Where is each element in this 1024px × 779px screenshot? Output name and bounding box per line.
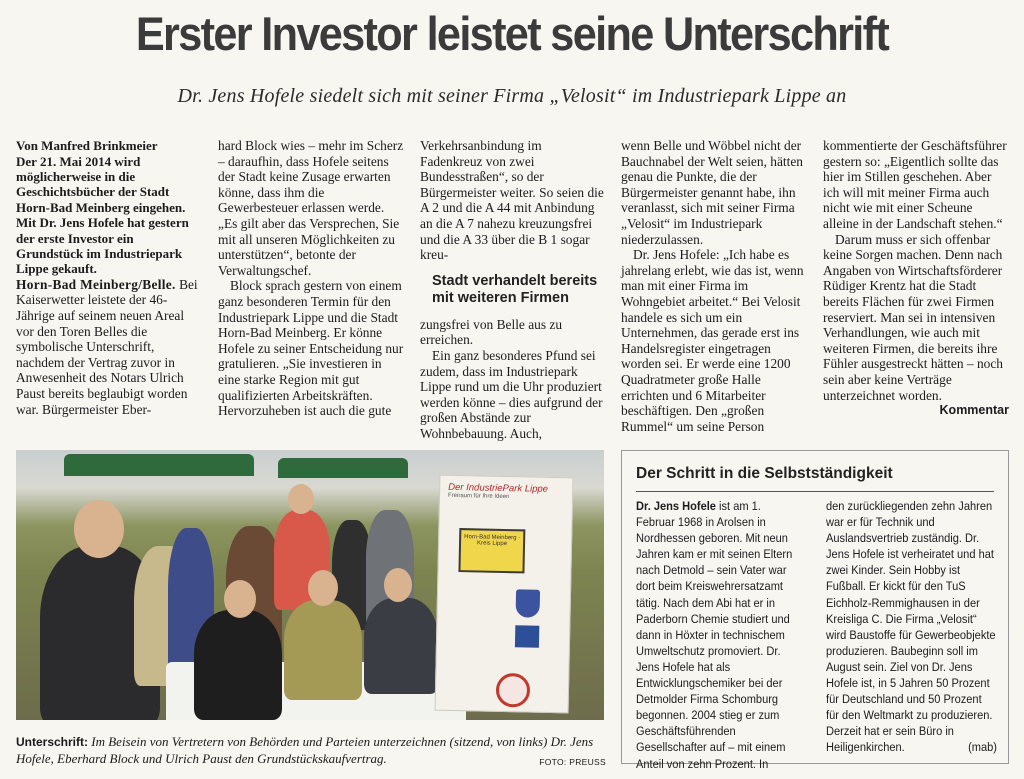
article-column-1 [16, 138, 202, 417]
caption-text: Im Beisein von Vertretern von Behörden und Parteien unterzeichnen (sitzend, von links) Dr. Jens Hofele, Eberhard Block und Ulrich Paust den Grundstückskaufvertrag. [16, 734, 594, 766]
stamp-icon [496, 673, 531, 708]
body-paragraph: hard Block wies – mehr im Scherz – daraufhin, dass Hofele seitens der Stadt keine Zusage erwarten könne, dass ihm die Gewerbesteuer erlassen werde. „Es gilt aber das Versprechen, Sie mit all unseren Möglichkeiten zu unterstützen“, betonte der Verwaltungschef. [218, 138, 404, 278]
article-photo [16, 450, 604, 720]
article-column-5 [823, 138, 1009, 419]
headline: Erster Investor leistet seine Unterschrift [135, 7, 889, 60]
info-box-title: Der Schritt in die Selbstständigkeit [636, 465, 893, 482]
body-paragraph: Verkehrsanbindung im Fadenkreuz von zwei Bundesstraßen“, so der Bürgermeister weiter. So seien die A 2 und die A 44 mit Anbindung an die A 7 nahezu kreuzungsfrei und die A 33 über die B 1 sogar kreu- [420, 138, 604, 263]
info-box [621, 450, 1009, 771]
body-paragraph: kommentierte der Geschäftsführer gestern so: „Eigentlich sollte das hier im Stillen geschehen. Aber ich will mit meiner Firma auch nicht wie mit einer Scheune alleine in der Landschaft stehen.“ [823, 138, 1007, 231]
article-column-3 [420, 138, 606, 442]
photo-credit: FOTO: PREUSS [539, 756, 606, 767]
section-subheading: Stadt verhandelt bereits mit weiteren Firmen [432, 272, 598, 306]
person-figure [194, 610, 282, 720]
body-paragraph: zungsfrei von Belle aus zu erreichen. [420, 316, 563, 348]
banner-subtitle: Freiraum für Ihre Ideen [447, 492, 510, 501]
body-paragraph [16, 277, 202, 417]
dateline: Horn-Bad Meinberg/Belle. [16, 276, 176, 292]
tent-graphic [64, 454, 254, 476]
person-figure [364, 598, 438, 694]
person-head [384, 568, 412, 602]
author-sign: (mab) [968, 740, 997, 755]
body-paragraph: Block sprach gestern von einem ganz besonderen Termin für den Industriepark Lippe und die Stadt Horn-Bad Meinberg. Er könne Hofele zu seiner Entscheidung nur gratulieren. „Sie investieren in eine starke Region mit gut qualifizierten Arbeitskräften. Hervorzuheben ist auch die gute [218, 278, 404, 419]
lead-paragraph: Der 21. Mai 2014 wird möglicherweise in die Geschichtsbücher der Stadt Horn-Bad Meinberg eingehen. Mit Dr. Jens Hofele hat gestern der erste Investor ein Grundstück im Industriepark Lippe gekauft. [16, 153, 189, 277]
subheadline: Dr. Jens Hofele siedelt sich mit seiner Firma „Velosit“ im Industriepark Lippe an [177, 85, 847, 107]
crest-icon [516, 589, 541, 617]
banner-sign: Horn-Bad Meinberg · Kreis Lippe [458, 528, 525, 573]
info-box-column-2 [826, 498, 997, 756]
article-column-4 [621, 138, 807, 434]
person-head [308, 570, 338, 606]
body-text: Bei Kaiserwetter leistete der 46-Jährige auf seinem neuen Areal vor den Toren Belles die symbolische Unterschrift, nachdem der Vertrag zuvor in Anwesenheit des Notars Ulrich Paust bereits beglaubigt worden war. Bürgermeister Eber- [16, 276, 198, 417]
info-box-text: ist am 1. Februar 1968 in Arolsen in Nordhessen geboren. Mit neun Jahren kam er mit seinen Eltern nach Detmold – sein Vater war dort beim Kreiswehrersatzamt tätig. Nach dem Abi hat er in Paderborn Chemie studiert und dann in Höxter in technischem Umweltschutz promoviert. Dr. Jens Hofele hat als Entwicklungschemiker bei der Detmolder Firma Schomburg begonnen. 2004 stieg er zum Geschäftsführenden Gesellschafter auf – mit einem Anteil von zehn Prozent. In [636, 499, 793, 771]
article-column-2 [218, 138, 404, 419]
kommentar-link[interactable]: Kommentar [939, 403, 1009, 418]
person-head [224, 580, 256, 618]
eu-flag-icon [515, 625, 539, 647]
person-figure [284, 600, 362, 700]
person-head [74, 500, 124, 558]
body-paragraph [823, 231, 1009, 418]
body-paragraph: wenn Belle und Wöbbel nicht der Bauchnabel der Welt seien, hätten genau die Punkte, die der Bürgermeister genannt habe, ihn veranlasst, sich mit seiner Firma „Velosit“ im Industriepark niederzulassen. [621, 138, 803, 247]
person-head [288, 484, 314, 514]
body-text: Darum muss er sich offenbar keine Sorgen machen. Denn nach Angaben von Wirtschaftsförderer Rüdiger Krentz hat die Stadt bereits Flächen für zwei Firmen reserviert. Man sei in intensiven Verhandlungen, wie auch mit weiteren Firmen, die bereits ihre Fühler ausgestreckt hätten – noch sein aber keine Verträge unterzeichnet worden. [823, 231, 1003, 403]
tent-graphic [278, 458, 408, 478]
divider [636, 491, 994, 492]
photo-caption [16, 734, 606, 770]
info-box-name: Dr. Jens Hofele [636, 499, 716, 513]
body-paragraph: Ein ganz besonderes Pfund sei zudem, dass im Industriepark Lippe rund um die Uhr produziert werden könne – dies aufgrund der großen Abstände zur Wohnbebauung. Auch, [420, 347, 603, 441]
info-box-column-1 [636, 498, 798, 772]
info-box-text: den zurückliegenden zehn Jahren war er für Technik und Auslandsvertrieb zuständig. Dr. Jens Hofele ist verheiratet und hat zwei Kinder. Sein Hobby ist Fußball. Er kickt für den TuS Eichholz-Remmighausen in der Kreisliga C. Die Firma „Velosit“ wird Baustoffe für Gewerbeobjekte produzieren. Baubeginn soll im August sein. Ziel von Dr. Jens Hofele ist, in 5 Jahren 50 Prozent für Deutschland und 50 Prozent für den Weltmarkt zu produzieren. Derzeit hat er sein Büro in Heiligenkirchen. [826, 499, 996, 755]
banner-title: Der IndustriePark Lippe [448, 481, 549, 495]
body-paragraph: Dr. Jens Hofele: „Ich habe es jahrelang erlebt, wie das ist, wenn man mit einer Firma im Wohngebiet arbeitet.“ Bei Velosit handele es sich um ein Unternehmen, das gerade erst ins Handelsregister eingetragen worden sei. Er werde eine 1200 Quadratmeter große Halle errichten und 6 Mitarbeiter beschäftigen. Den „großen Rummel“ um seine Person [621, 247, 804, 434]
industriepark-banner [435, 475, 574, 714]
author-line: Von Manfred Brinkmeier [16, 138, 158, 153]
caption-label: Unterschrift: [16, 735, 89, 749]
